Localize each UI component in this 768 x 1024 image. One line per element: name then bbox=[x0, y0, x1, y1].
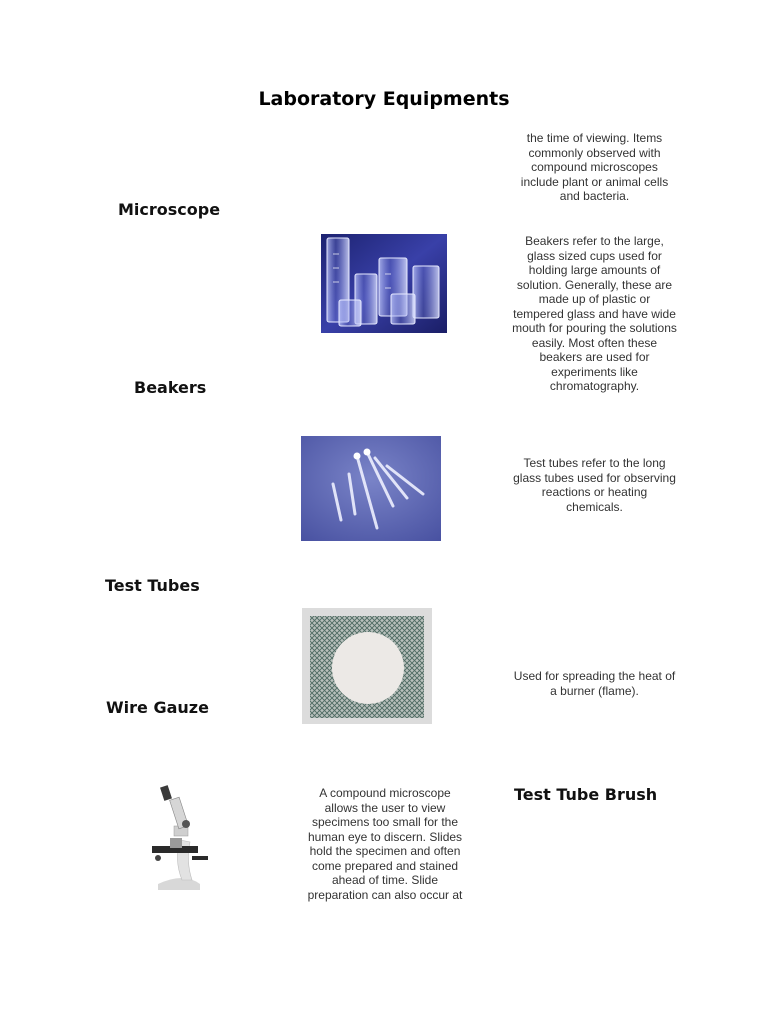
test-tubes-photo bbox=[301, 436, 441, 541]
beakers-description: Beakers refer to the large, glass sized cups used for holding large amounts of solution. Generally, these are made up of plastic or tempered glass and have wide mouth for pouring the solutions easily. Most often these beakers are used for experiments like chromatography. bbox=[512, 234, 677, 393]
test-tube-brush-label: Test Tube Brush bbox=[514, 785, 658, 804]
wire-gauze-description: Used for spreading the heat of a burner (flame). bbox=[513, 669, 676, 698]
wire-gauze-label: Wire Gauze bbox=[106, 698, 209, 717]
beakers-label: Beakers bbox=[134, 378, 207, 397]
microscope-photo bbox=[140, 780, 228, 892]
microscope-description-continued: the time of viewing. Items commonly observed with compound microscopes include plant or animal cells and bacteria. bbox=[520, 131, 669, 203]
test-tubes-description: Test tubes refer to the long glass tubes used for observing reactions or heating chemicals. bbox=[513, 456, 676, 514]
wire-gauze-photo bbox=[302, 608, 432, 724]
microscope-description: A compound microscope allows the user to view specimens too small for the human eye to discern. Slides hold the specimen and often come prepared and stained ahead of time. Slide preparation can also occur at bbox=[307, 786, 463, 902]
beakers-photo bbox=[321, 234, 447, 333]
microscope-label: Microscope bbox=[118, 200, 221, 219]
test-tubes-label: Test Tubes bbox=[105, 576, 200, 595]
page-title: Laboratory Equipments bbox=[258, 88, 510, 110]
